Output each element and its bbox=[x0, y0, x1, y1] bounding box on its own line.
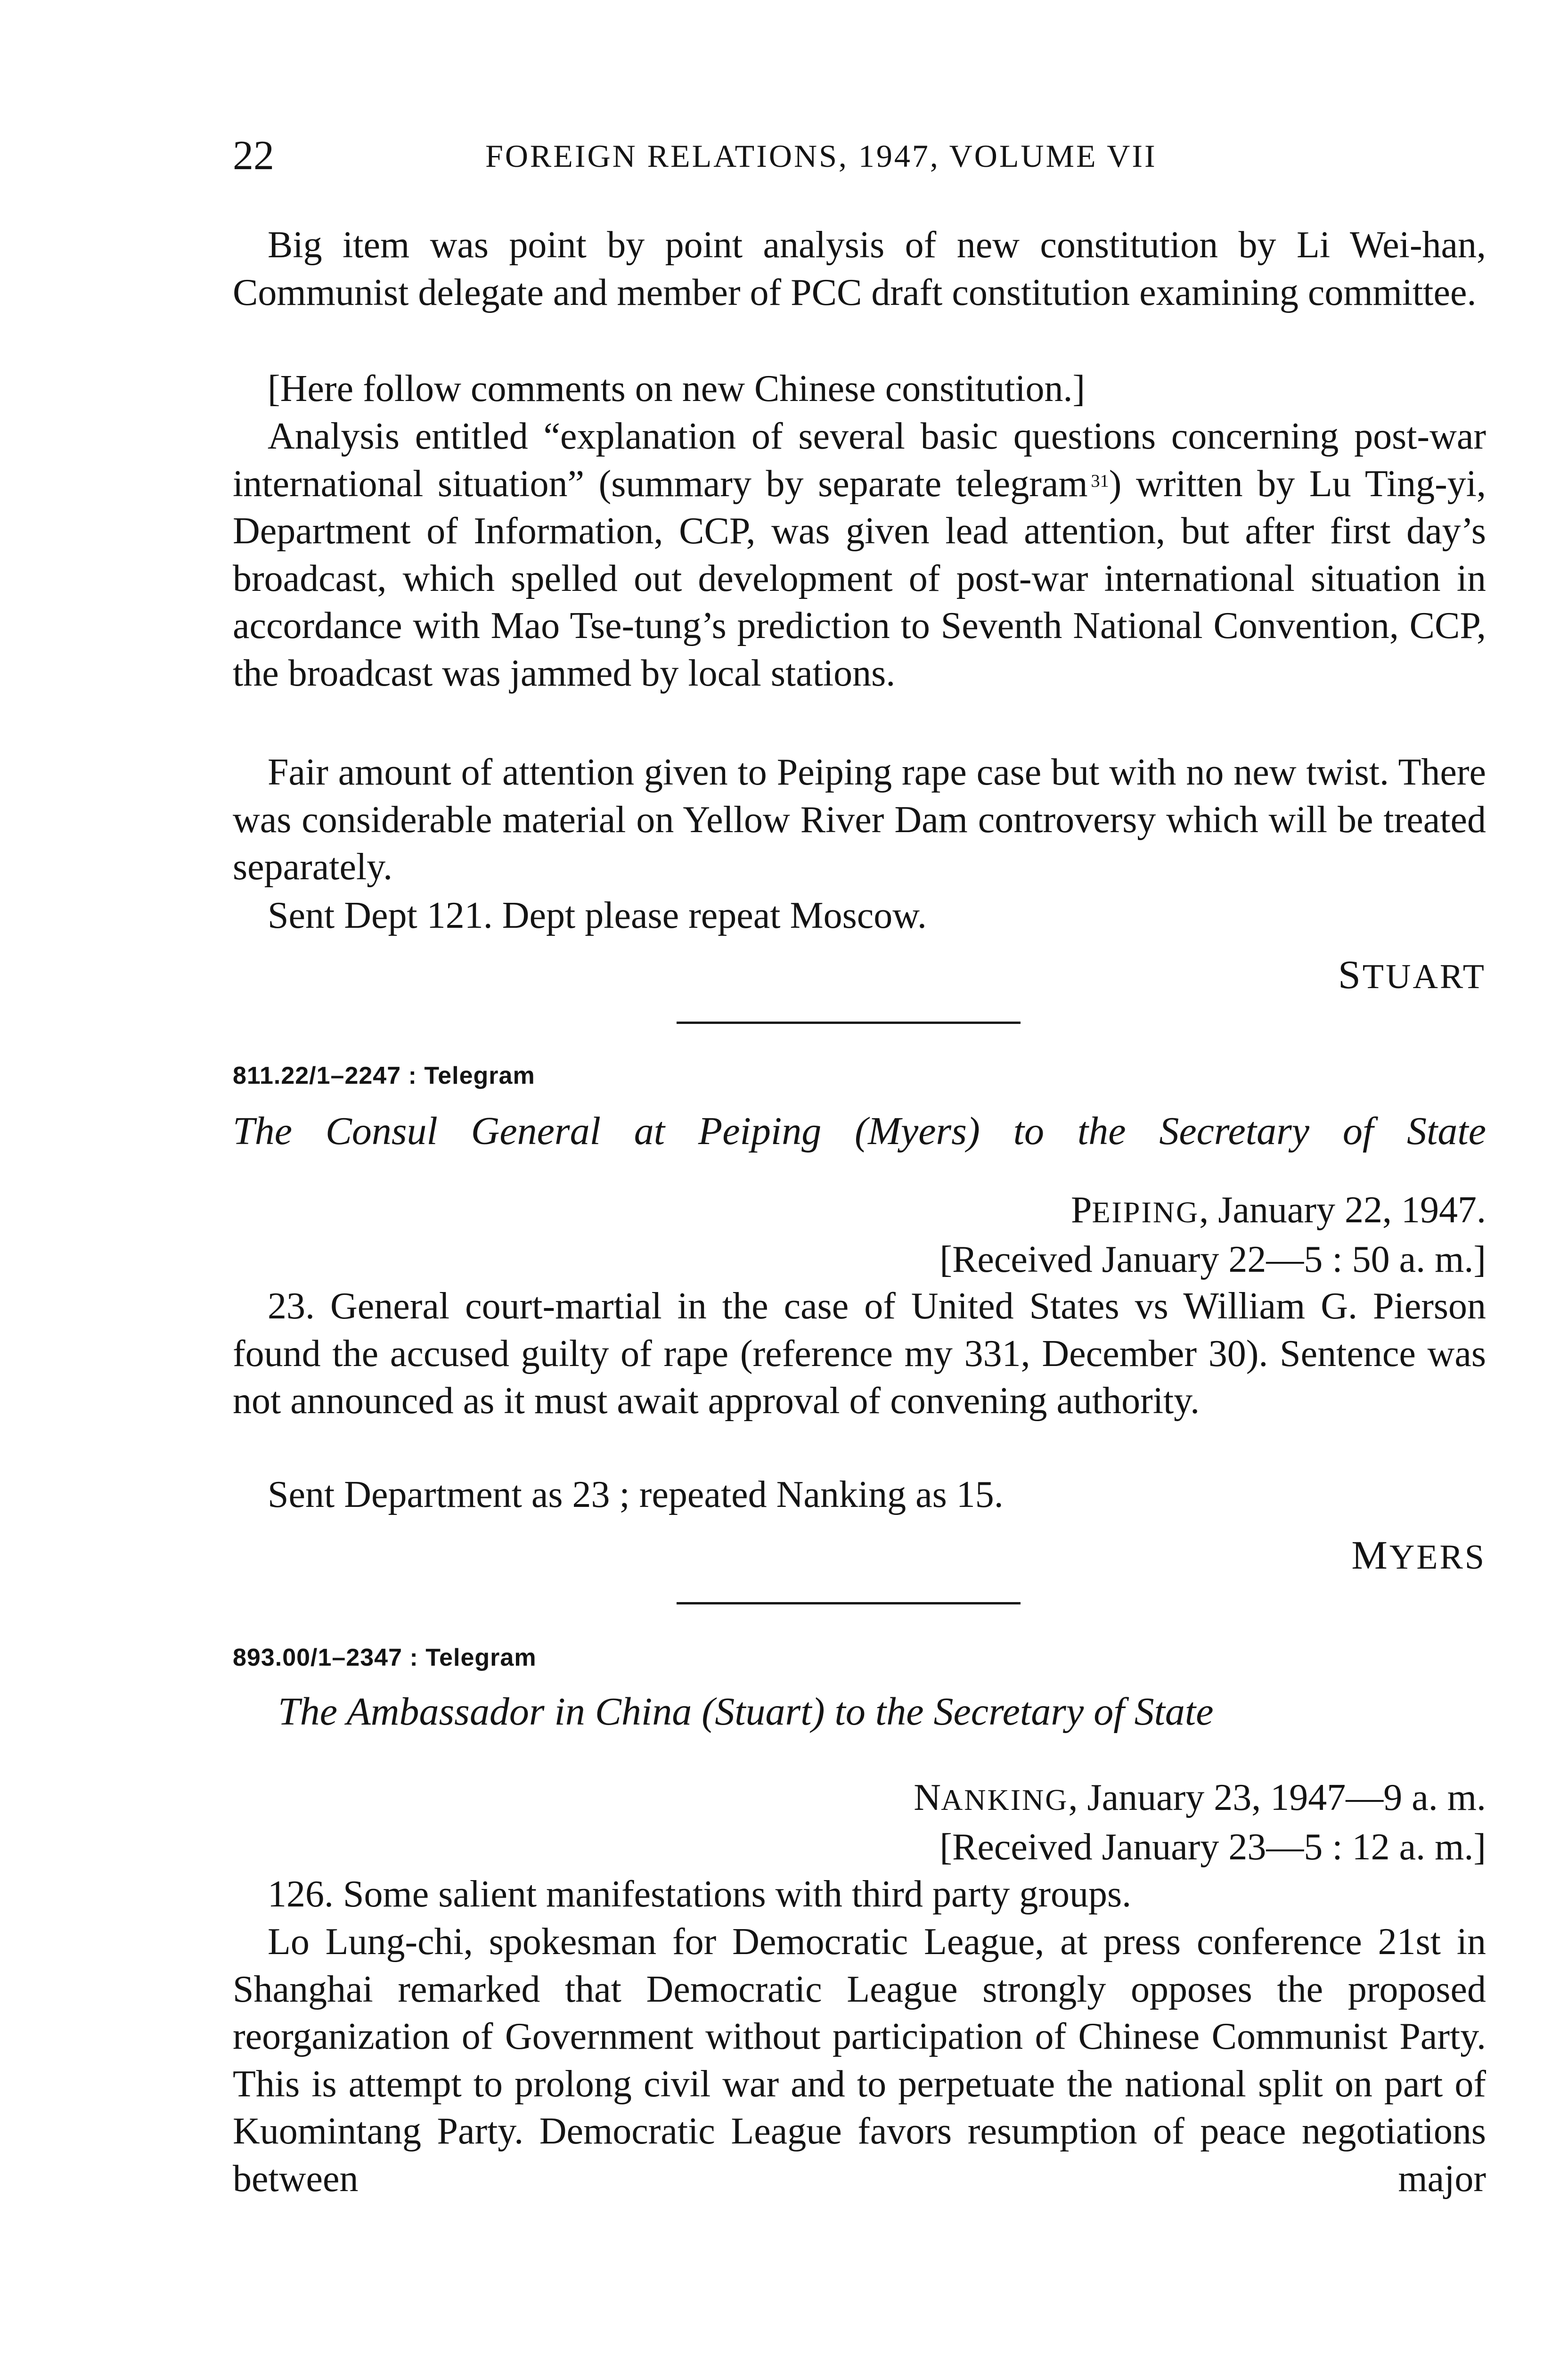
file-reference: 811.22/1–2247 : Telegram bbox=[233, 1062, 535, 1089]
running-title: FOREIGN RELATIONS, 1947, VOLUME VII bbox=[485, 138, 1157, 174]
paragraph-analysis: Analysis entitled “explanation of several basic questions concerning post-war international situation” (summary by separate telegram $^{31}$) written by Lu Ting-yi, Department of Information, CCP, was given lead attention, but after first day’s broadcast, which spelled out development of post-war international situation in accordance with Mao Tse-tung’s prediction to Seventh National Convention, CCP, the broadcast was jammed by local stations. bbox=[233, 416, 1486, 694]
footnote-ref[interactable]: 31 bbox=[1091, 471, 1109, 491]
paragraph: 23. General court-martial in the case of United States vs William G. Pierson found the accused guilty of rape (reference my 331, December 30). Sentence was not announced as it must await approval of convening authority. bbox=[233, 1285, 1486, 1422]
dateline: NANKING, January 23, 1947—9 a. m. [Received January 23—5 : 12 a. m.] bbox=[914, 1774, 1486, 1871]
paragraph: Lo Lung-chi, spokesman for Democratic League, at press conference 21st in Shanghai remarked that Democratic League strongly opposes the proposed reorganization of Government without participation of Chinese Communist Party. This is attempt to prolong civil war and to perpetuate the national split on part of Kuomintang Party. Democratic League favors resumption of peace negotiations between major bbox=[233, 1921, 1486, 2200]
paragraph: Big item was point by point analysis of new constitution by Li Wei-han, Communist delegate and member of PCC draft constitution examining committee. bbox=[233, 224, 1486, 313]
paragraph-bracket-note: [Here follow comments on new Chinese constitution.] bbox=[268, 368, 1086, 409]
received-line: [Received January 23—5 : 12 a. m.] bbox=[939, 1826, 1486, 1868]
file-reference: 893.00/1–2347 : Telegram bbox=[233, 1644, 537, 1671]
document-heading: The Ambassador in China (Stuart) to the Secretary of State bbox=[278, 1690, 1214, 1734]
received-line: [Received January 22—5 : 50 a. m.] bbox=[939, 1239, 1486, 1280]
page-number: 22 bbox=[233, 133, 274, 179]
paragraph: Sent Department as 23 ; repeated Nanking as 15. bbox=[268, 1474, 1004, 1515]
signature-myers: MYERS bbox=[1351, 1532, 1486, 1578]
paragraph: Sent Dept 121. Dept please repeat Moscow. bbox=[268, 895, 927, 936]
document-heading: The Consul General at Peiping (Myers) to the Secretary of State bbox=[233, 1109, 1486, 1153]
divider bbox=[677, 1022, 1021, 1024]
paragraph: Fair amount of attention given to Peiping rape case but with no new twist. There was considerable material on Yellow River Dam controversy which will be treated separately. bbox=[233, 752, 1486, 888]
paragraph: 126. Some salient manifestations with third party groups. bbox=[268, 1873, 1132, 1915]
dateline: PEIPING, January 22, 1947. [Received January 22—5 : 50 a. m.] bbox=[939, 1186, 1486, 1283]
divider bbox=[677, 1602, 1021, 1604]
signature-stuart: STUART bbox=[1338, 952, 1486, 997]
